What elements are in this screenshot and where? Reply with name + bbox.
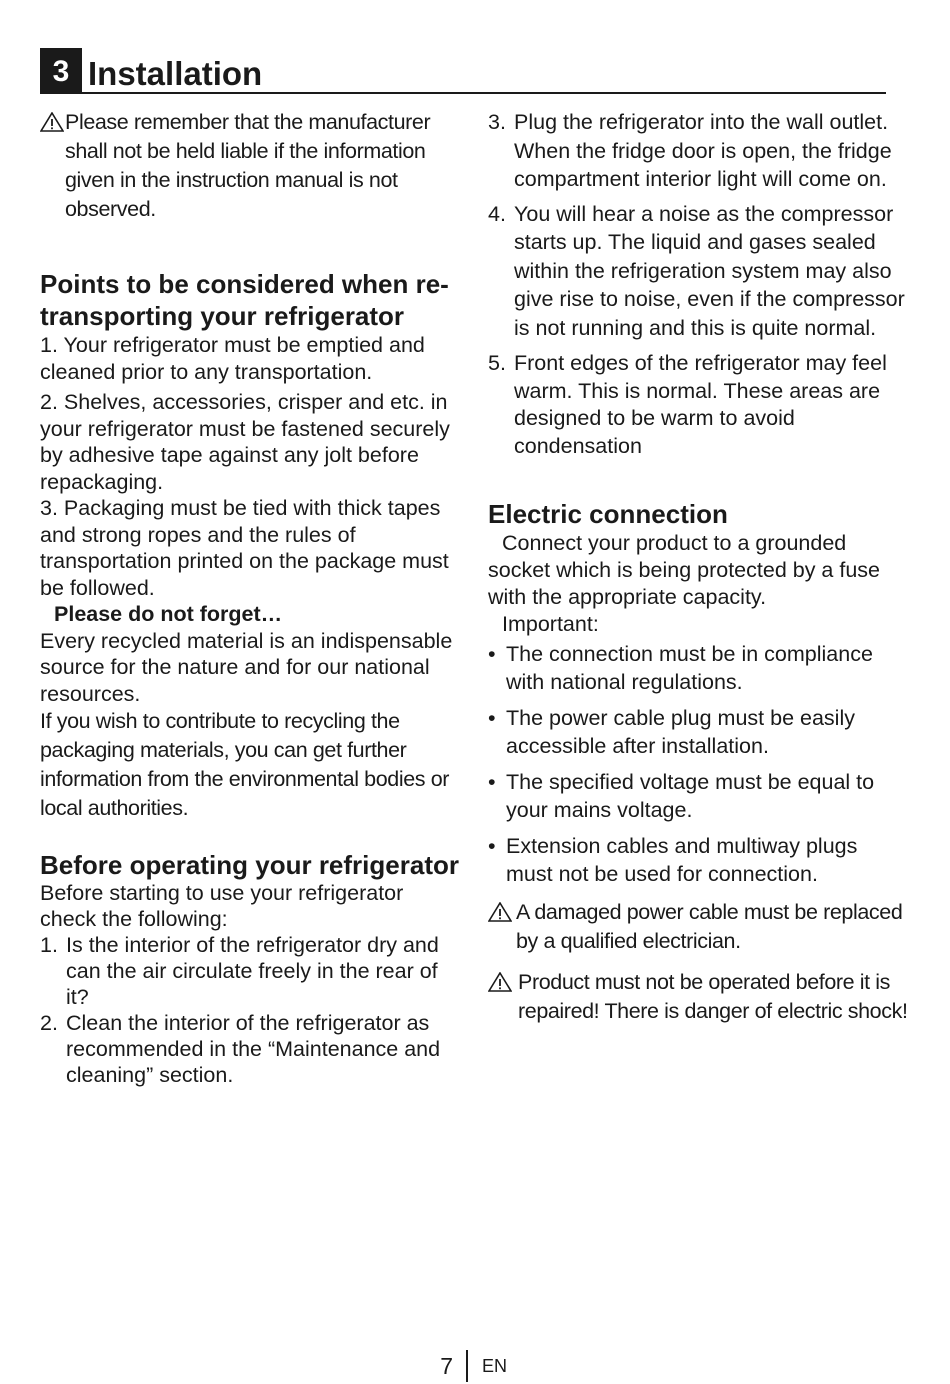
bullet-icon: • xyxy=(488,642,496,666)
chapter-number: 3 xyxy=(40,48,82,92)
list-item: • Extension cables and multiway plugs must not be used for connection. xyxy=(488,834,858,886)
check-item: 1. Is the interior of the refrigerator dry and can the air circulate freely in the rear of it? xyxy=(40,933,439,1009)
before-operating-heading: Before operating your refrigerator xyxy=(40,850,459,880)
transport-item: 3. Packaging must be tied with thick tapes and strong ropes and the rules of transportation printed on the package must be followed. xyxy=(40,496,449,600)
left-column xyxy=(40,108,465,1088)
transport-item: 1. Your refrigerator must be emptied and cleaned prior to any transportation. xyxy=(40,333,425,384)
shock-warning xyxy=(488,968,908,1026)
list-item: • The connection must be in compliance with national regulations. xyxy=(488,642,873,694)
electric-connection-heading: Electric connection xyxy=(488,499,728,529)
shock-warning-text: Product must not be operated before it is repaired! There is danger of electric shock! xyxy=(518,970,908,1023)
chapter-header xyxy=(40,48,886,94)
check-item: 2. Clean the interior of the refrigerator as recommended in the “Maintenance and cleaning” section. xyxy=(40,1011,441,1087)
recycle-text: Every recycled material is an indispensable source for the nature and for our national resources. xyxy=(40,628,453,706)
transport-heading: Points to be considered when re-transporting your refrigerator xyxy=(40,269,449,331)
before-operating-intro: Before starting to use your refrigerator check the following: xyxy=(40,881,404,931)
chapter-title: Installation xyxy=(88,55,263,92)
page-footer xyxy=(0,1350,950,1384)
electric-intro: Connect your product to a grounded socket which is being protected by a fuse with the appropriate capacity. xyxy=(488,531,880,609)
check-item: 4. You will hear a noise as the compressor starts up. The liquid and gases sealed within the refrigeration system may also give rise to noise, even if the compressor is not running and this is quite normal. xyxy=(488,201,905,340)
bullet-icon: • xyxy=(488,770,496,794)
requirement-list xyxy=(488,640,908,888)
important-label: Important: xyxy=(502,612,599,636)
check-item: 5. Front edges of the refrigerator may feel warm. This is normal. These areas are designed to be warm to avoid condensation xyxy=(488,351,887,458)
bullet-icon: • xyxy=(488,706,496,730)
warning-triangle-icon xyxy=(488,972,512,992)
warning-triangle-icon xyxy=(488,902,512,922)
language-code: EN xyxy=(482,1356,508,1376)
bullet-icon: • xyxy=(488,834,496,858)
cable-warning xyxy=(488,898,908,956)
list-item: • The specified voltage must be equal to your mains voltage. xyxy=(488,770,875,822)
list-item: • The power cable plug must be easily accessible after installation. xyxy=(488,706,855,758)
check-item: 3. Plug the refrigerator into the wall outlet. When the fridge door is open, the fridge compartment interior light will come on. xyxy=(488,110,892,191)
page-number: 7 xyxy=(440,1353,453,1379)
liability-warning-text: Please remember that the manufacturer shall not be held liable if the information given in the instruction manual is not observed. xyxy=(65,110,431,221)
cable-warning-text: A damaged power cable must be replaced by a qualified electrician. xyxy=(516,900,903,953)
transport-item: 2. Shelves, accessories, crisper and etc. in your refrigerator must be fastened securely by adhesive tape against any jolt before repackaging. xyxy=(40,390,450,494)
recycle-info-text: If you wish to contribute to recycling the packaging materials, you can get further information from the environmental bodies or local authorities. xyxy=(40,709,450,820)
liability-warning xyxy=(40,108,465,224)
footer-divider xyxy=(466,1350,468,1382)
reminder-label: Please do not forget… xyxy=(54,602,283,626)
right-column xyxy=(488,108,908,1026)
warning-triangle-icon xyxy=(40,112,64,132)
